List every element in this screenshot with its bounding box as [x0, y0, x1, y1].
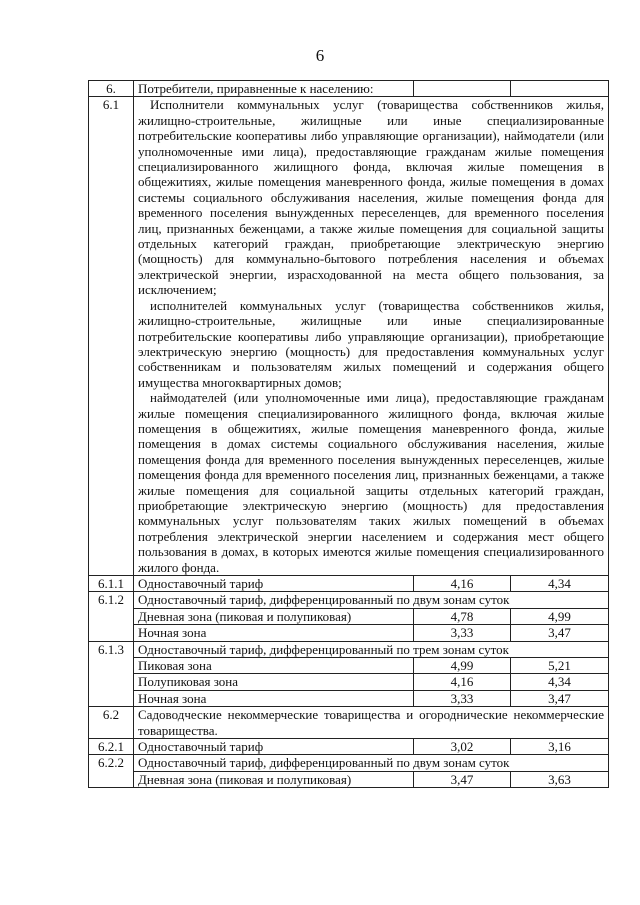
row-text: Потребители, приравненные к населению: [134, 81, 414, 97]
row-text: Одноставочный тариф, дифференцированный по двум зонам суток [134, 592, 609, 608]
value-cell: 3,33 [414, 690, 511, 706]
value-cell: 4,34 [511, 576, 609, 592]
value-cell: 3,47 [511, 625, 609, 641]
page-number: 6 [315, 46, 325, 65]
table-row [89, 690, 609, 706]
value-cell: 4,34 [511, 674, 609, 690]
table-row [89, 608, 609, 624]
paragraph: наймодателей (или уполномоченные ими лица), предоставляющие гражданам жилые помещения специализированного жилищного фонда, включая жилые помещения в общежитиях, жилые помещения маневренного фонда, жилые помещения в домах системы социального обслуживания населения, жилые помещения фонда для временного поселения вынужденных переселенцев, жилые помещения фонда для временного поселения лиц, признанных беженцами, а также жилые помещения для социальной защиты отдельных категорий граждан, приобретающие электрическую энергию (мощность) для предоставления коммунальных услуг пользователям таких жилых помещений в объемах потребления электрической энергии населением и содержания мест общего пользования в домах, в которых имеются жилые помещения специализированного жилого фонда. [138, 390, 604, 575]
row-text: Полупиковая зона [134, 674, 414, 690]
table-row [89, 755, 609, 771]
table-row [89, 707, 609, 739]
table-row [89, 81, 609, 97]
table-row [89, 674, 609, 690]
row-description [134, 97, 609, 576]
value-cell: 3,47 [511, 690, 609, 706]
table-row [89, 771, 609, 787]
value-cell: 4,16 [414, 674, 511, 690]
row-number: 6.2 [89, 707, 134, 739]
value-cell: 4,78 [414, 608, 511, 624]
table-row [89, 576, 609, 592]
value-cell: 4,99 [414, 658, 511, 674]
value-cell: 4,99 [511, 608, 609, 624]
table-row [89, 625, 609, 641]
tariff-table [88, 80, 609, 788]
row-text: Ночная зона [134, 625, 414, 641]
row-text: Садоводческие некоммерческие товарищества и огороднические некоммерческие товарищества. [134, 707, 609, 739]
row-number: 6.1.2 [89, 592, 134, 641]
value-cell: 3,33 [414, 625, 511, 641]
table-row [89, 641, 609, 657]
row-text: Одноставочный тариф [134, 739, 414, 755]
row-text: Одноставочный тариф [134, 576, 414, 592]
value-cell: 3,02 [414, 739, 511, 755]
row-number: 6. [89, 81, 134, 97]
table-row [89, 739, 609, 755]
row-number: 6.1.3 [89, 641, 134, 707]
paragraph: исполнителей коммунальных услуг (товарищества собственников жилья, жилищно-строительные, жилищные или иные специализированные потребительские кооперативы либо управляющие организации), приобретающие электрическую энергию (мощность) для предоставления коммунальных услуг собственникам и пользователям жилых помещений и содержания общего имущества многоквартирных домов; [138, 297, 604, 390]
row-number: 6.1 [89, 97, 134, 576]
row-number: 6.2.2 [89, 755, 134, 788]
table-row [89, 97, 609, 576]
value-cell: 3,63 [511, 771, 609, 787]
value-cell: 4,16 [414, 576, 511, 592]
row-text: Ночная зона [134, 690, 414, 706]
value-cell: 3,16 [511, 739, 609, 755]
row-text: Одноставочный тариф, дифференцированный по трем зонам суток [134, 641, 609, 657]
paragraph: Исполнители коммунальных услуг (товарищества собственников жилья, жилищно-строительные, жилищные или иные специализированные потребительские кооперативы либо управляющие организации), наймодатели (или уполномоченные ими лица), предоставляющие гражданам жилые помещения специализированного жилищного фонда, включая жилые помещения в общежитиях, жилые помещения маневренного фонда, жилые помещения в домах системы социального обслуживания населения, жилые помещения фонда для временного поселения вынужденных переселенцев, для временного поселения лиц, признанных беженцами, а также жилые помещения для социальной защиты отдельных категорий граждан, приобретающие электрическую энергию (мощность) для коммунально-бытового потребления населения и объемах электрической энергии, израсходованной на места общего пользования, за исключением; [138, 97, 604, 298]
table-row [89, 592, 609, 608]
row-text: Пиковая зона [134, 658, 414, 674]
value-cell: 5,21 [511, 658, 609, 674]
row-text: Дневная зона (пиковая и полупиковая) [134, 771, 414, 787]
row-text: Дневная зона (пиковая и полупиковая) [134, 608, 414, 624]
table-row [89, 658, 609, 674]
row-number: 6.2.1 [89, 739, 134, 755]
row-text: Одноставочный тариф, дифференцированный по двум зонам суток [134, 755, 609, 771]
row-number: 6.1.1 [89, 576, 134, 592]
value-cell: 3,47 [414, 771, 511, 787]
